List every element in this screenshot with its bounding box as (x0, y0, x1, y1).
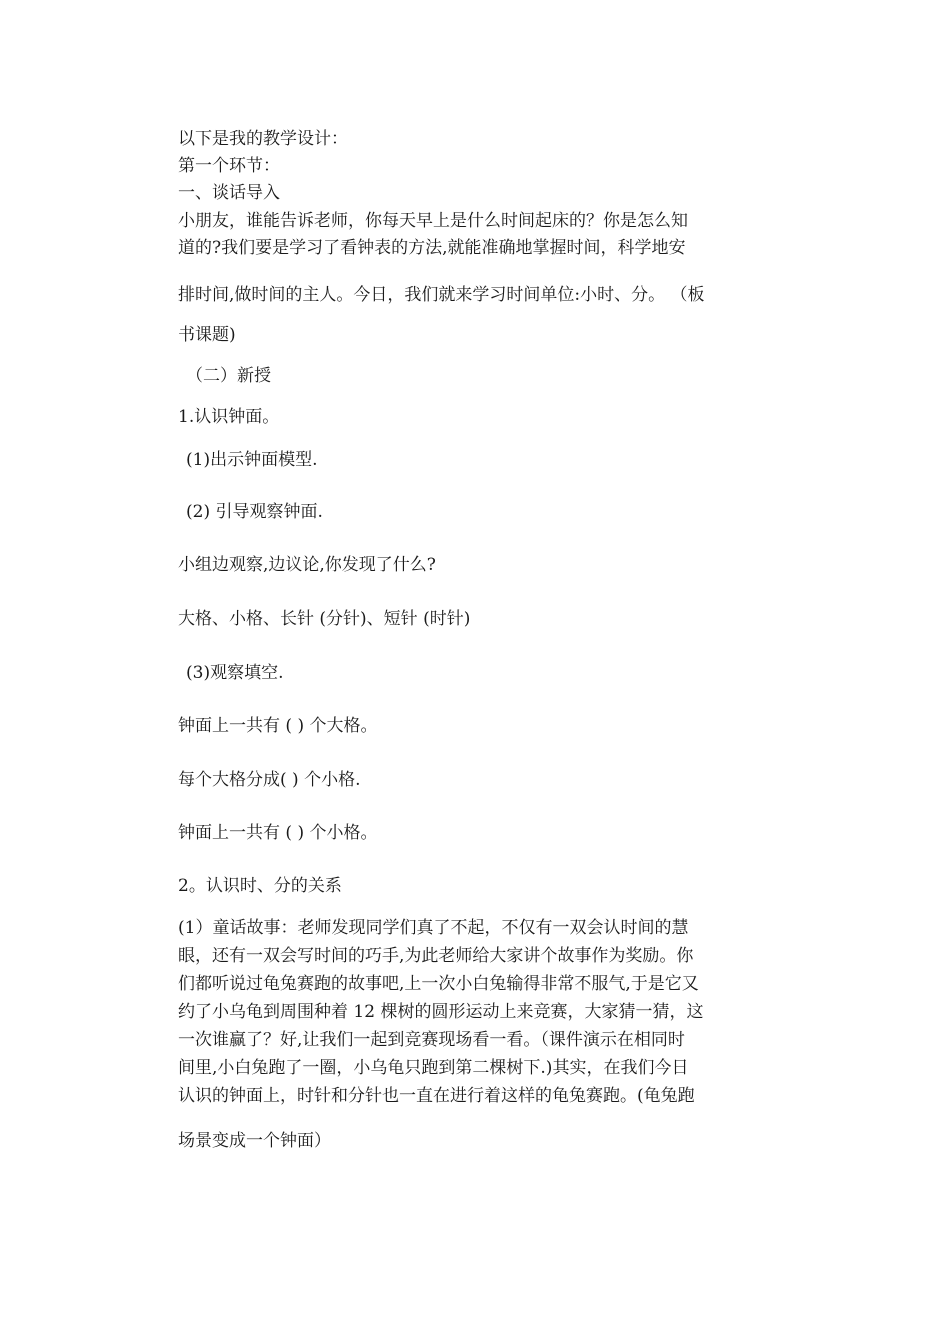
paragraph-line: 约了小乌龟到周围种着 12 棵树的圆形运动上来竞赛，大家猜一猜，这 (178, 1002, 704, 1022)
paragraph-line: 道的?我们要是学习了看钟表的方法,就能准确地掌握时间，科学地安 (178, 238, 686, 258)
paragraph-line: 场景变成一个钟面） (178, 1131, 331, 1151)
intro-line: 以下是我的教学设计： (178, 129, 348, 149)
list-item: (2) 引导观察钟面. (186, 502, 323, 522)
paragraph-line: 间里,小白兔跑了一圈，小乌龟只跑到第二棵树下.)其实，在我们今日 (178, 1058, 689, 1078)
paragraph-line: 小朋友，谁能告诉老师，你每天早上是什么时间起床的？你是怎么知 (178, 211, 688, 231)
paragraph-line: 们都听说过龟兔赛跑的故事吧,上一次小白兔输得非常不服气,于是它又 (178, 974, 699, 994)
section-heading: 第一个环节： (178, 156, 280, 176)
paragraph-line: 排时间,做时间的主人。今日，我们就来学习时间单位:小时、分。 （板 (178, 285, 705, 305)
list-item: (1)出示钟面模型. (186, 450, 318, 470)
list-item: (3)观察填空. (186, 663, 284, 683)
fill-blank-line: 钟面上一共有 ( ) 个大格。 (178, 716, 378, 736)
paragraph-line: 书课题) (178, 325, 236, 345)
subsection-heading: （二）新授 (186, 366, 271, 386)
paragraph-line: (1）童话故事：老师发现同学们真了不起，不仅有一双会认时间的慧 (178, 918, 689, 938)
list-item: 2。认识时、分的关系 (178, 876, 342, 896)
paragraph-line: 小组边观察,边议论,你发现了什么? (178, 555, 436, 575)
fill-blank-line: 钟面上一共有 ( ) 个小格。 (178, 823, 378, 843)
fill-blank-line: 每个大格分成( ) 个小格. (178, 770, 361, 790)
paragraph-line: 认识的钟面上，时针和分针也一直在进行着这样的龟兔赛跑。(龟兔跑 (178, 1086, 695, 1106)
paragraph-line: 眼，还有一双会写时间的巧手,为此老师给大家讲个故事作为奖励。你 (178, 946, 694, 966)
subsection-heading: 一、谈话导入 (178, 183, 280, 203)
list-item: 1.认识钟面。 (178, 407, 280, 427)
paragraph-line: 一次谁赢了？好,让我们一起到竞赛现场看一看。（课件演示在相同时 (178, 1030, 685, 1050)
paragraph-line: 大格、小格、长针 (分针)、短针 (时针) (178, 609, 471, 629)
